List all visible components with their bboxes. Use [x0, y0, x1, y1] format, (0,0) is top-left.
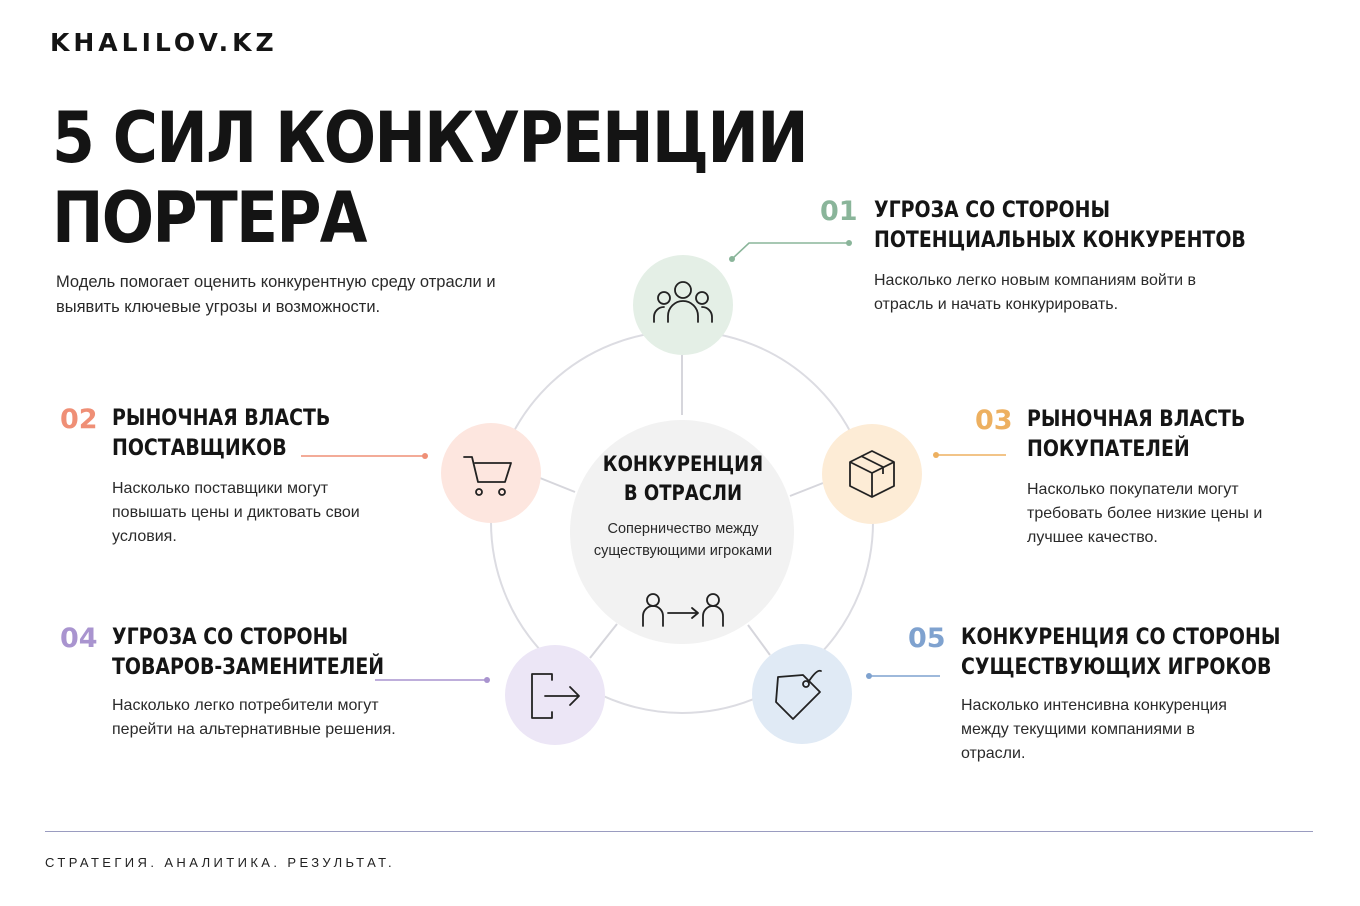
node-05: [752, 644, 852, 744]
lead-text: Модель помогает оценить конкурентную среду отрасли и выявить ключевые угрозы и возможности.: [56, 273, 496, 316]
spoke-05: [748, 625, 770, 655]
force-title: [112, 404, 330, 464]
force-description: Насколько покупатели могут требовать более низкие цены и лучшее качество.: [1027, 481, 1263, 546]
force-title: [1027, 405, 1245, 465]
force-number: 03: [975, 405, 1013, 436]
node-04: [505, 645, 605, 745]
force-title-line-2: СУЩЕСТВУЮЩИХ ИГРОКОВ: [961, 655, 1272, 680]
force-description: Насколько интенсивна конкуренция между текущими компаниями в отрасли.: [961, 697, 1227, 762]
force-title: [874, 196, 1246, 256]
center-title-line-2: В ОТРАСЛИ: [623, 481, 743, 505]
force-title-line-2: ПОТЕНЦИАЛЬНЫХ КОНКУРЕНТОВ: [874, 228, 1246, 253]
force-number: 05: [908, 623, 946, 654]
node-01: [633, 255, 733, 355]
node-02: [441, 423, 541, 523]
spoke-02: [540, 478, 575, 492]
spoke-04: [590, 624, 617, 658]
spoke-03: [790, 483, 823, 496]
force-number: 01: [820, 196, 858, 227]
force-description: Насколько легко потребители могут перейти на альтернативные решения.: [112, 697, 396, 738]
force-title: [112, 623, 384, 683]
force-title-line-1: РЫНОЧНАЯ ВЛАСТЬ: [1027, 407, 1246, 432]
connector-05: [866, 673, 940, 679]
force-title: [961, 623, 1280, 683]
footer-tagline: СТРАТЕГИЯ. АНАЛИТИКА. РЕЗУЛЬТАТ.: [45, 855, 396, 870]
force-number: 04: [60, 623, 98, 654]
force-title-line-1: УГРОЗА СО СТОРОНЫ: [874, 198, 1111, 223]
force-title-line-1: КОНКУРЕНЦИЯ СО СТОРОНЫ: [961, 625, 1281, 650]
connector-04: [375, 677, 490, 683]
force-title-line-2: ПОКУПАТЕЛЕЙ: [1027, 437, 1190, 462]
force-description: Насколько поставщики могут повышать цены и диктовать свои условия.: [112, 480, 360, 545]
connector-01: [729, 240, 852, 262]
connector-03: [933, 452, 1006, 458]
force-title-line-2: ТОВАРОВ-ЗАМЕНИТЕЛЕЙ: [112, 655, 385, 680]
page-title-line-2: ПОРТЕРА: [52, 177, 366, 259]
center-description: Соперничество между существующими игроками: [593, 521, 773, 559]
force-title-line-1: УГРОЗА СО СТОРОНЫ: [112, 625, 349, 650]
force-title-line-2: ПОСТАВЩИКОВ: [112, 436, 287, 461]
footer-divider: [45, 831, 1313, 832]
center-title: [597, 450, 769, 508]
force-description: Насколько легко новым компаниям войти в отрасль и начать конкурировать.: [874, 272, 1197, 313]
force-number: 02: [60, 404, 98, 435]
center-title-line-1: КОНКУРЕНЦИЯ: [602, 452, 764, 476]
force-title-line-1: РЫНОЧНАЯ ВЛАСТЬ: [112, 406, 331, 431]
brand-logo: KHALILOV.KZ: [50, 28, 278, 57]
page-title-line-1: 5 СИЛ КОНКУРЕНЦИИ: [52, 97, 807, 179]
